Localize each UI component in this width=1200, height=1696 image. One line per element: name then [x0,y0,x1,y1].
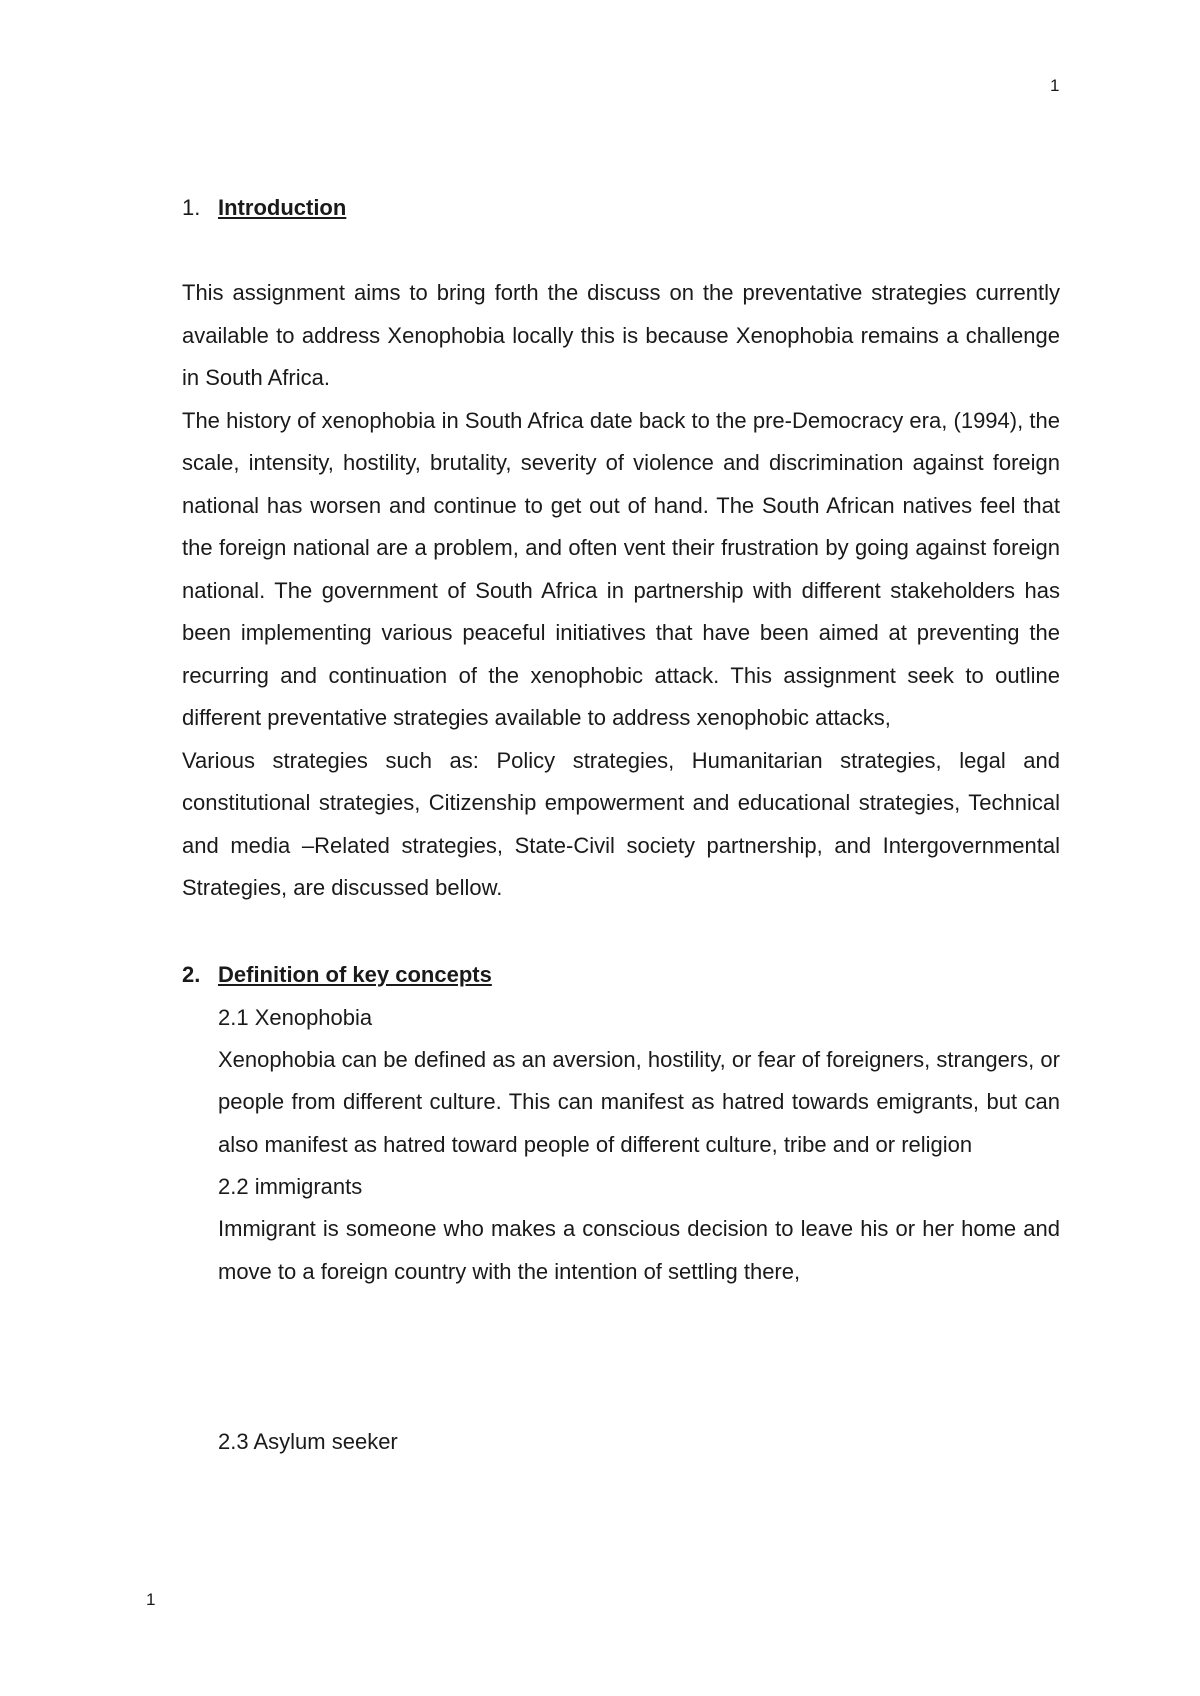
section-2-body [218,997,1060,1464]
section-1-heading [182,186,1060,230]
section-1-number: 1. [182,195,201,220]
section-2-number: 2. [182,961,201,987]
footer-page-number: 1 [146,1590,156,1609]
subsection-2-1-text: Xenophobia can be defined as an aversion, hostility, or fear of foreigners, strangers, or people from different culture. This can manifest as hatred towards emigrants, but can also manifest as hatred toward people of different culture, tribe and or religion [218,1046,1060,1157]
section-1-title: Introduction [218,195,347,220]
subsection-2-2-text: Immigrant is someone who makes a conscious decision to leave his or her home and move to a foreign country with the intention of settling there, [218,1216,1060,1284]
header-page-number: 1 [1050,76,1060,95]
document-body [182,186,1060,1463]
subsection-2-3-heading: 2.3 Asylum seeker [218,1429,398,1454]
intro-paragraph-2: The history of xenophobia in South Africa date back to the pre-Democracy era, (1994), the scale, intensity, hostility, brutality, severity of violence and discrimination against foreign national has worsen and continue to get out of hand. The South African natives feel that the foreign national are a problem, and often vent their frustration by going against foreign national. The government of South Africa in partnership with different stakeholders has been implementing various peaceful initiatives that have been aimed at preventing the recurring and continuation of the xenophobic attack. This assignment seek to outline different preventative strategies available to address xenophobic attacks, [182,407,1060,730]
section-2-title: Definition of key concepts [218,961,492,987]
subsection-2-2-heading: 2.2 immigrants [218,1174,363,1199]
intro-paragraph-3: Various strategies such as: Policy strategies, Humanitarian strategies, legal and constitutional strategies, Citizenship empowerment and educational strategies, Technical and media –Related strategies, State-Civil society partnership, and Intergovernmental Strategies, are discussed bellow. [182,747,1060,900]
intro-paragraph-1: This assignment aims to bring forth the discuss on the preventative strategies currently available to address Xenophobia locally this is because Xenophobia remains a challenge in South Africa. [182,280,1060,390]
section-2-heading [182,953,1060,997]
subsection-2-1-heading: 2.1 Xenophobia [218,1004,373,1030]
